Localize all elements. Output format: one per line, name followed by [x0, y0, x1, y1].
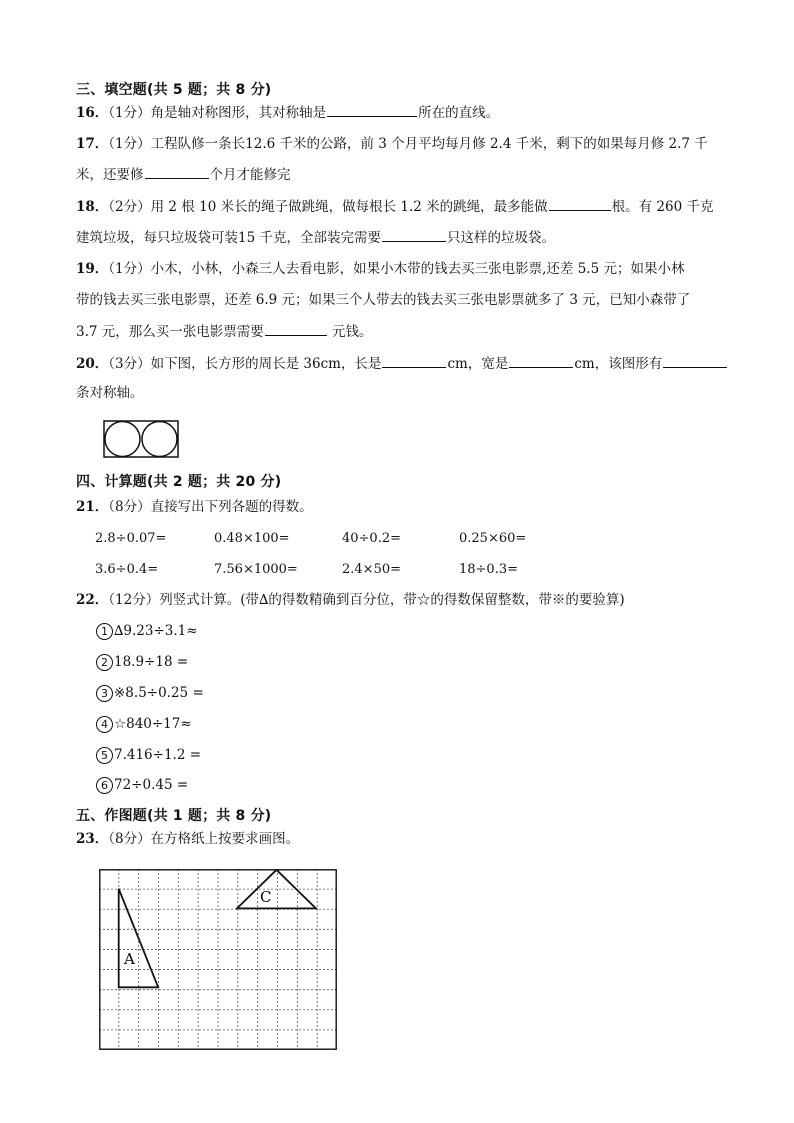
- mental-calc-item: 7.56×1000=: [214, 562, 298, 577]
- vertical-calc-item-3: [96, 685, 204, 702]
- answer-blank[interactable]: [265, 321, 327, 336]
- mental-calc-item: 18÷0.3=: [459, 562, 519, 577]
- circled-number-6: 6: [96, 777, 113, 794]
- question-17-line-2: [76, 164, 291, 185]
- question-text: 3.7 元，那么买一张电影票需要: [76, 324, 264, 340]
- question-number: 22．: [76, 592, 109, 608]
- question-19-line-2: [76, 290, 690, 310]
- mental-calc-item: 0.48×100=: [214, 531, 290, 546]
- question-text: 所在的直线。: [418, 105, 500, 121]
- question-19-line-1: [76, 259, 684, 279]
- circled-number-4: 4: [96, 716, 113, 733]
- calc-expression: 18.9÷18 =: [114, 654, 189, 670]
- question-text: 只这样的垃圾袋。: [446, 230, 555, 246]
- question-text: 根。有 260 千克: [611, 199, 714, 215]
- mental-calc-item: 40÷0.2=: [342, 531, 402, 546]
- answer-blank[interactable]: [509, 353, 573, 368]
- rectangle-two-circles-figure: [103, 420, 179, 458]
- calc-expression: 72÷0.45 =: [114, 777, 189, 793]
- calc-expression: 7.416÷1.2 =: [114, 747, 202, 763]
- grid-paper-figure: [99, 869, 337, 1050]
- circled-number-3: 3: [96, 685, 113, 702]
- question-text: 带的钱去买三张电影票，还差 6.9 元；如果三个人带去的钱去买三张电影票就多了 3 元，已知小森带了: [76, 292, 691, 308]
- question-number: 17．: [76, 136, 109, 152]
- question-text: 条对称轴。: [76, 385, 144, 401]
- question-number: 18．: [76, 199, 109, 215]
- question-19-line-3: [76, 321, 373, 342]
- calc-expression: ∆9.23÷3.1≈: [114, 623, 198, 639]
- mental-calc-item: 2.8÷0.07=: [95, 531, 167, 546]
- calc-expression: ※8.5÷0.25 =: [114, 685, 204, 701]
- answer-blank[interactable]: [549, 196, 611, 211]
- vertical-calc-item-2: [96, 654, 188, 671]
- question-points: （3分）: [108, 356, 151, 372]
- question-18-line-2: [76, 227, 555, 248]
- question-text: 在方格纸上按要求画图。: [150, 831, 300, 847]
- triangle-a-label: A: [124, 950, 135, 968]
- triangle-a-shape: [119, 889, 159, 988]
- question-text: 角是轴对称图形，其对称轴是: [150, 105, 327, 121]
- question-points: （8分）: [108, 831, 151, 847]
- question-text: cm，该图形有: [574, 356, 663, 372]
- right-circle-shape: [142, 422, 177, 457]
- question-text: 列竖式计算。(带∆的得数精确到百分位，带☆的得数保留整数，带※的要验算): [159, 592, 625, 608]
- vertical-calc-item-6: [96, 777, 188, 794]
- question-points: （1分）: [108, 136, 151, 152]
- triangle-c-label: C: [260, 888, 272, 906]
- question-text: 元钱。: [327, 324, 373, 340]
- question-text: 如下图，长方形的周长是 36cm，长是: [150, 356, 382, 372]
- question-16: [76, 102, 499, 123]
- question-text: 工程队修一条长12.6 千米的公路，前 3 个月平均每月修 2.4 千米，剩下的如果每月修 2.7 千: [150, 136, 708, 152]
- question-21: [76, 497, 313, 517]
- question-23: [76, 829, 299, 849]
- circled-number-5: 5: [96, 747, 113, 764]
- question-points: （2分）: [108, 199, 151, 215]
- question-text: 米，还要修: [76, 167, 144, 183]
- question-22: [76, 590, 625, 610]
- answer-blank[interactable]: [145, 164, 209, 179]
- vertical-calc-item-1: [96, 623, 198, 640]
- question-points: （1分）: [108, 261, 151, 277]
- circled-number-2: 2: [96, 654, 113, 671]
- calc-expression: ☆840÷17≈: [114, 716, 192, 732]
- section-title-calculation: 四、计算题(共 2 题；共 20 分): [76, 474, 282, 490]
- vertical-calc-item-4: [96, 716, 192, 733]
- question-number: 16．: [76, 105, 109, 121]
- question-18-line-1: [76, 196, 713, 217]
- answer-blank[interactable]: [382, 353, 446, 368]
- question-20-line-1: [76, 353, 728, 374]
- question-number: 19．: [76, 261, 109, 277]
- section-title-drawing: 五、作图题(共 1 题；共 8 分): [76, 808, 272, 824]
- question-points: （8分）: [108, 499, 151, 515]
- question-points: （1分）: [108, 105, 151, 121]
- question-text: 直接写出下列各题的得数。: [150, 499, 313, 515]
- question-number: 21．: [76, 499, 109, 515]
- answer-blank[interactable]: [327, 102, 417, 117]
- section-title-fill-blank: 三、填空题(共 5 题；共 8 分): [76, 82, 272, 98]
- mental-calc-item: 0.25×60=: [459, 531, 527, 546]
- answer-blank[interactable]: [382, 227, 446, 242]
- question-text: 小木，小林，小森三人去看电影，如果小木带的钱去买三张电影票,还差 5.5 元；如果小林: [150, 261, 685, 277]
- question-text: 个月才能修完: [209, 167, 291, 183]
- circled-number-1: 1: [96, 623, 113, 640]
- answer-blank[interactable]: [663, 353, 727, 368]
- question-17-line-1: [76, 134, 708, 154]
- question-text: cm，宽是: [447, 356, 509, 372]
- left-circle-shape: [105, 422, 140, 457]
- question-number: 20．: [76, 356, 109, 372]
- question-points: （12分）: [108, 592, 160, 608]
- mental-calc-item: 2.4×50=: [342, 562, 402, 577]
- mental-calc-item: 3.6÷0.4=: [95, 562, 159, 577]
- question-number: 23．: [76, 831, 109, 847]
- vertical-calc-item-5: [96, 747, 201, 764]
- rectangle-shape: [104, 421, 178, 457]
- question-text: 建筑垃圾，每只垃圾袋可装15 千克，全部装完需要: [76, 230, 381, 246]
- question-text: 用 2 根 10 米长的绳子做跳绳，做每根长 1.2 米的跳绳，最多能做: [150, 199, 548, 215]
- question-20-line-2: [76, 383, 144, 403]
